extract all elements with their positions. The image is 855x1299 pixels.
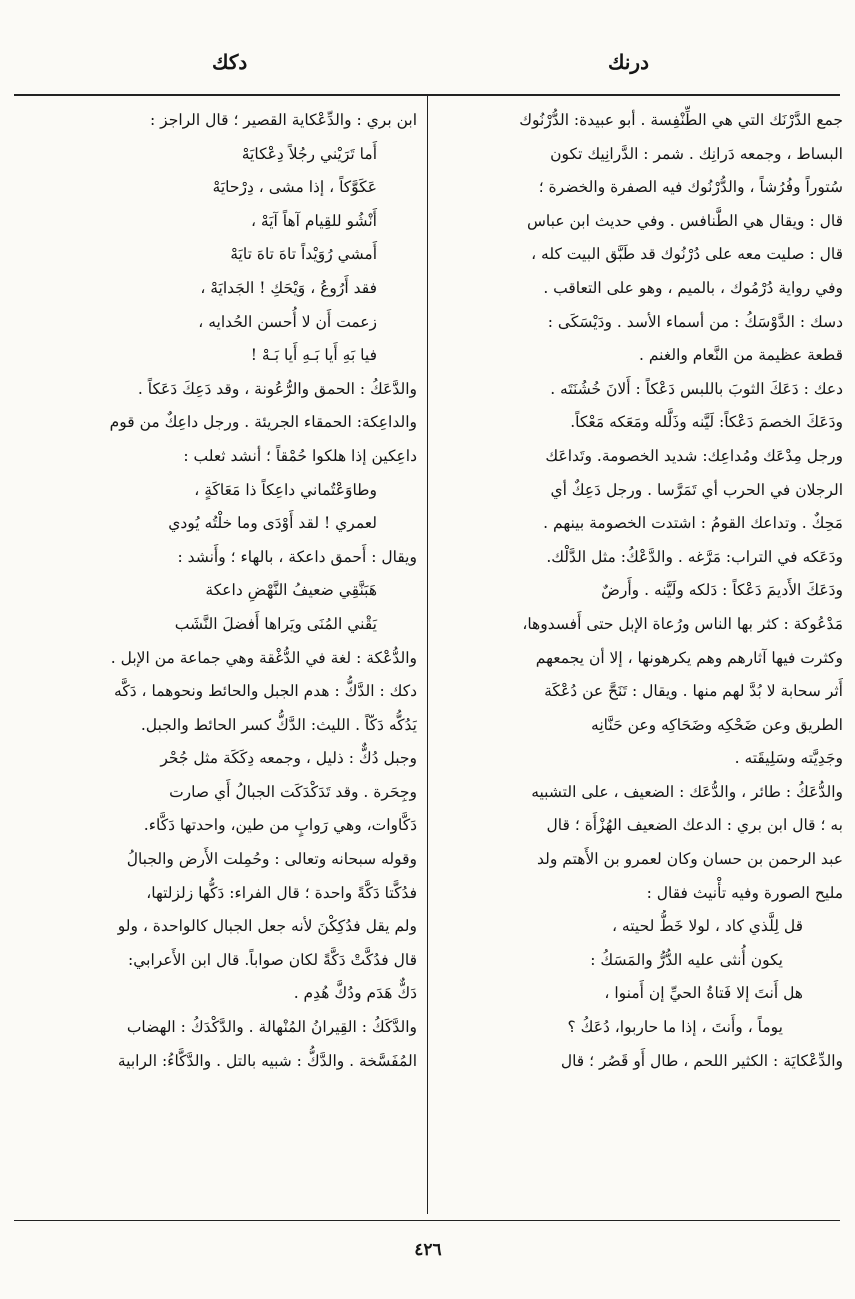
text-line: ورجل مِدْعَك ومُداعِك: شديد الخصومة. وتَداعَك <box>545 446 843 465</box>
text-line: والدِّعْكايَة : الكثير اللحم ، طال أَو قَصُر ؛ قال <box>560 1051 843 1070</box>
text-line: والداعِكة: الحمقاء الجريئة . ورجل داعِكٌ من قوم <box>109 413 417 432</box>
text-line: مَدْعُوكة : كثر بها الناس ورُعاة الإبل حتى أَفسدوها، <box>522 614 843 633</box>
text-line: ودَعَكَ الخصمَ دَعْكاً: لَيَّنه وذَلَّله ومَعَكه مَعْكاً. <box>570 413 843 432</box>
text-line: ودَعَكه في التراب: مَرَّغه . والدَّعْكُ: مثل الدَّلْك. <box>546 547 843 566</box>
verse-line: وطاوَعْتُماني داعِكاً ذا مَعَاكَةٍ ، <box>194 480 377 499</box>
right-column <box>437 104 843 1212</box>
column-divider <box>427 96 428 1214</box>
text-line: يَدُكُّه دَكّاً . الليث: الدَّكُّ كسر الحائط والجبل. <box>140 715 417 734</box>
verse-line: يكون أُنثى عليه الدُّرُّ والمَسَكُ : <box>590 950 783 969</box>
verse-line: لعمري ! لقد أَوْدَى وما خلْتُه يُودي <box>168 514 377 533</box>
verse-line: هل أَنتَ إلا فَتاةُ الحيِّ إن أَمنوا ، <box>604 984 803 1003</box>
text-line: والدَّعَكُ : الحمق والرُّعُونة ، وقد دَعِكَ دَعَكاً . <box>137 379 417 398</box>
text-line: وجِحَرة . وقد تَدَكْدَكَت الجبالُ أَي صارت <box>169 782 417 801</box>
text-line: ولم يقل فدُكِكْنَ لأنه جعل الجبال كالواحدة ، ولو <box>117 917 417 936</box>
verse-line: فقد أَرُوعُ ، وَيْحَكِ ! الجَدايَهْ ، <box>200 278 377 297</box>
page-number: ٤٢٦ <box>414 1240 442 1260</box>
text-line: أَثر سحابة لا بُدَّ لهم منها . ويقال : تَنَحَّ عن دُعْكَة <box>544 682 843 701</box>
text-line: فدُكَّتا دَكَّةً واحدة ؛ قال الفراء: دَكُّها زلزلتها، <box>146 883 417 902</box>
header-right-title: درنك <box>608 50 649 74</box>
text-line: قال : صليت معه على دُرْنُوك قد طَبَّق البيت كله ، <box>531 245 843 264</box>
text-line: ويقال : أَحمق داعكة ، بالهاء ؛ وأَنشد : <box>177 547 417 566</box>
text-line: دَكَّاوات، وهي رَوابٍ من طين، واحدتها دَكَّاء. <box>143 816 417 835</box>
text-line: داعِكين إذا هلكوا حُمْقاً ؛ أنشد ثعلب : <box>183 446 417 465</box>
text-line: قال : ويقال هي الطَّنافس . وفي حديث ابن عباس <box>527 211 843 230</box>
text-line: قطعة عظيمة من النَّعام والغنم . <box>639 346 843 365</box>
text-line: والدَّكَكُ : القِيرانُ المُنْهالة . والدَّكْدَكُ : الهضاب <box>126 1018 417 1037</box>
text-line: وجَدِيَّته وسَلِيقَته . <box>734 749 843 768</box>
text-line: سُتوراً وفُرُشاً ، والدُّرْنُوك فيه الصفرة والخضرة ؛ <box>538 178 843 197</box>
verse-line: فيا بَهِ أَيا بَـهِ أَيا بَـهْ ! <box>250 346 377 365</box>
text-line: البساط ، وجمعه دَرانِك . شمر : الدَّرانِيك تكون <box>550 144 843 163</box>
verse-line: أَمشي رُوَيْداً تاهَ تاهَ تايَهْ <box>230 245 377 264</box>
verse-line: يَقْني المُنَى ويَراها أَفضلَ النَّشَب <box>174 614 377 633</box>
entry-line-dakk: دكك : الدَّكُّ : هدم الجبل والحائط ونحوهما ، دَكَّه <box>114 682 417 701</box>
text-line: وفي رواية دُرْمُوك ، بالميم ، وهو على التعاقب . <box>543 278 843 297</box>
verse-line: أَنْشُو للقِيام آهاً آيَهْ ، <box>251 211 377 230</box>
text-line: والدُّعْكة : لغة في الدُّغْقة وهي جماعة من الإبل . <box>110 648 417 667</box>
text-line: جمع الدَّرْنَك التي هي الطِّنْفِسة . أبو عبيدة: الدُّرْنُوك <box>519 111 843 129</box>
text-line: مَحِكٌ . وتداعك القومُ : اشتدت الخصومة بينهم . <box>543 514 843 533</box>
text-line: عبد الرحمن بن حسان وكان لعمرو بن الأَهتم ولد <box>537 850 843 869</box>
text-line: ابن بري : والدِّعْكاية القصير ؛ قال الراجز : <box>150 111 417 129</box>
text-line: به ؛ قال ابن بري : الدعك الضعيف الهُزْأَة ؛ قال <box>546 816 843 835</box>
text-line: وقوله سبحانه وتعالى : وحُمِلت الأَرض والجبالُ <box>126 850 417 869</box>
verse-line: زعمت أَن لا أُحسن الحُدايه ، <box>198 312 377 331</box>
text-line: دَكٌّ هَدَم ودُكَّ هُدِم . <box>293 984 417 1003</box>
verse-line: يوماً ، وأَنتَ ، إذا ما حاربوا، دُعَكُ ؟ <box>567 1018 783 1037</box>
entry-line-daak: دعك : دَعَكَ الثوبَ باللبس دَعْكاً : أَلانَ خُشُنَتَه . <box>550 379 843 398</box>
text-line: قال فدُكَّتْ دَكَّةً لكان صواباً. قال ابن الأَعرابي: <box>128 950 417 969</box>
verse-line: هَبَنَّقِي ضعيفُ النَّهْضِ داعكة <box>205 581 377 600</box>
text-line: والدُّعَكُ : طائر ، والدُّعَك : الضعيف ، على التشبيه <box>531 782 843 801</box>
verse-line: أَما تَرَيْني رجُلاً دِعْكايَهْ <box>241 144 377 163</box>
text-line: ودَعَكَ الأَديمَ دَعْكاً : دَلكه ولَيَّنه . وأَرضٌ <box>601 581 843 600</box>
text-line: مليح الصورة وفيه تأْنيث فقال : <box>646 883 843 902</box>
left-column <box>14 104 417 1212</box>
entry-line-dask: دسك : الدَّوْسَكُ : من أسماء الأسد . ودَيْسَكَى : <box>547 312 843 331</box>
text-line: الطريق وعن ضَحْكِه وضَحَاكِه وعن حَنَّانِه <box>591 715 843 734</box>
verse-line: عَكَوَّكاً ، إذا مشى ، دِرْحايَهْ <box>212 178 377 197</box>
verse-line: قل لِلَّذي كاد ، لولا خَطُّ لحيته ، <box>611 917 803 936</box>
footer-rule <box>14 1220 840 1221</box>
header-left-title: دكك <box>212 50 248 74</box>
text-line: المُفَسَّخة . والدَّكُّ : شبيه بالتل . والدَّكَّاءُ: الرابية <box>117 1051 417 1070</box>
text-line: وجبل دُكٌّ : ذليل ، وجمعه دِكَكَة مثل جُحْر <box>160 749 417 768</box>
text-line: الرجلان في الحرب أي تَمَرَّسا . ورجل دَعِكٌ أي <box>550 480 843 499</box>
text-line: وكثرت فيها آثارهم وهم يكرهونها ، إلا أن يجمعهم <box>535 648 843 667</box>
